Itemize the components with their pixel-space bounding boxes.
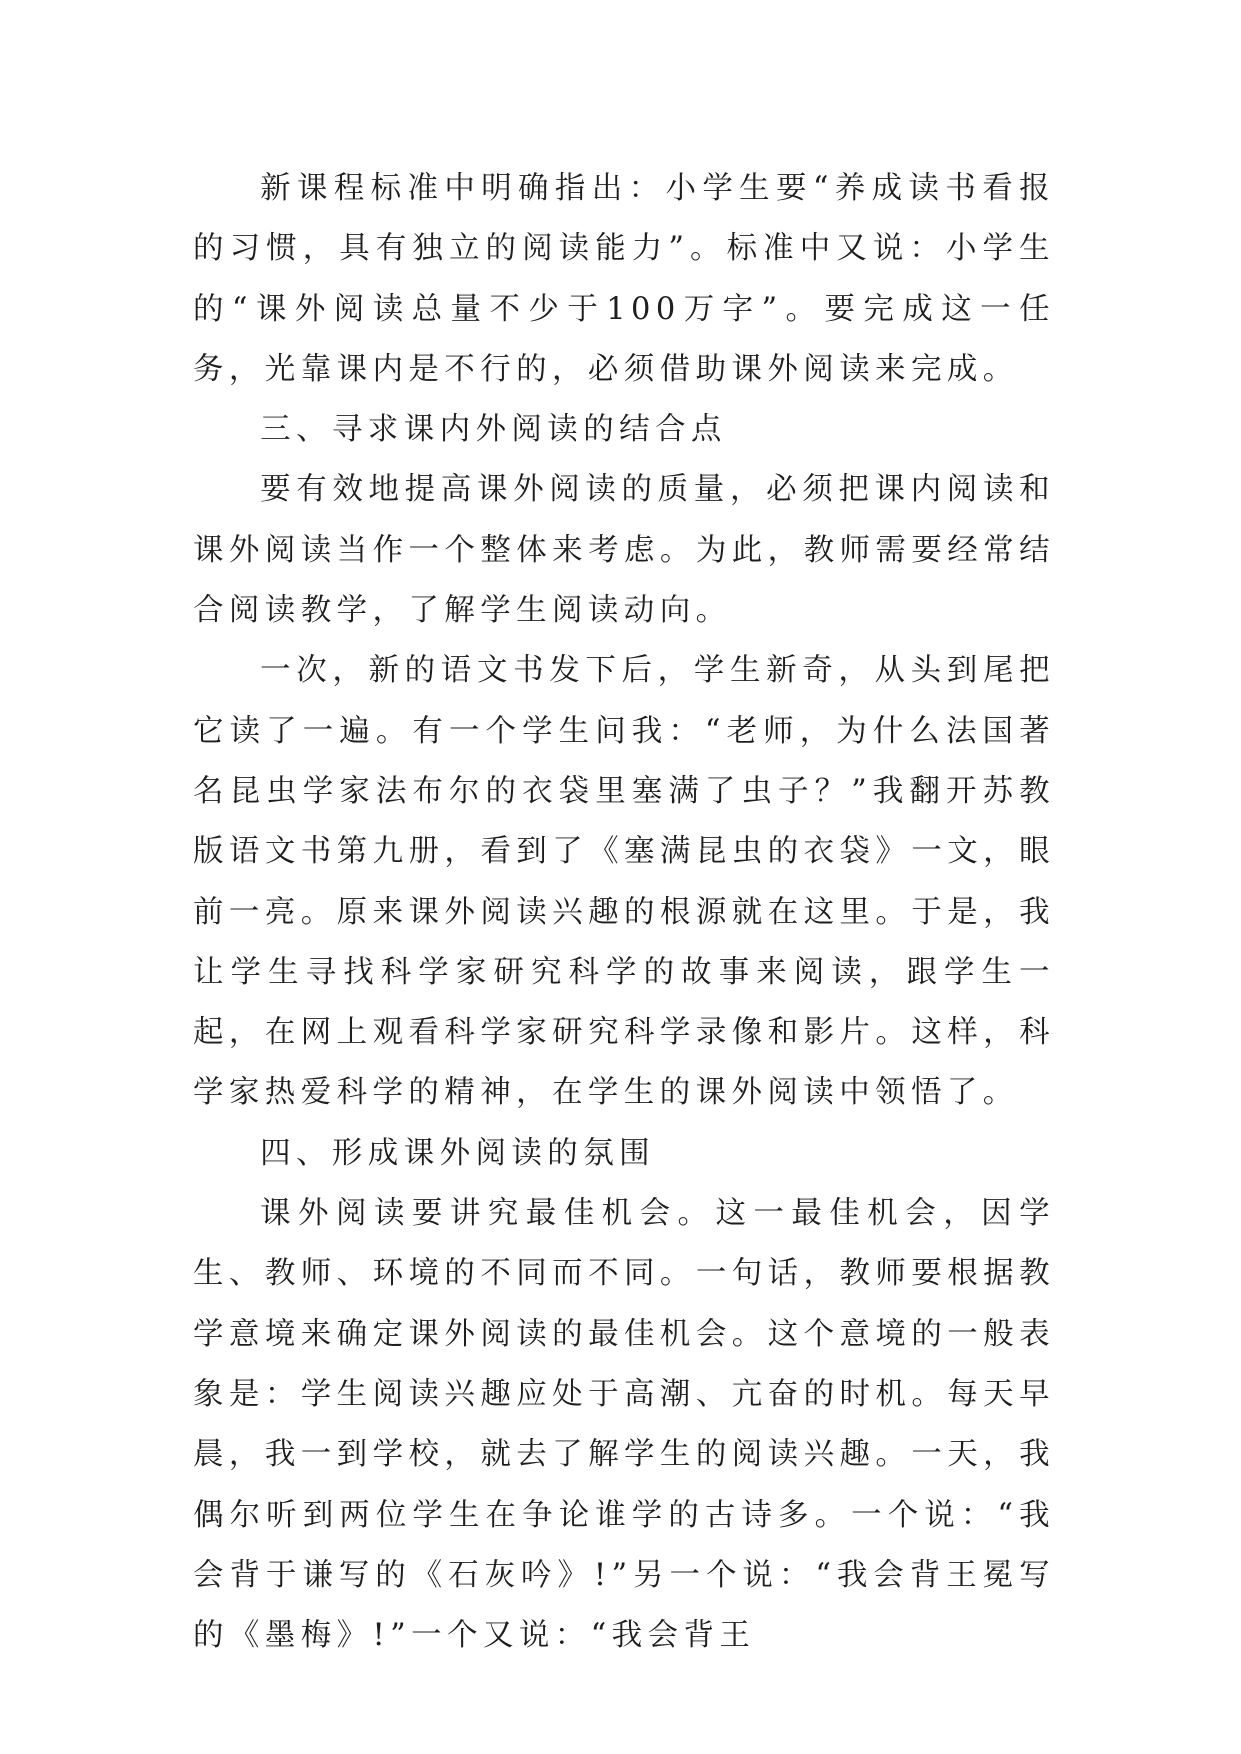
section-heading-3: 三、寻求课内外阅读的结合点 bbox=[260, 412, 727, 448]
body-text bbox=[193, 159, 1055, 1666]
paragraph-integration: 要有效地提高课外阅读的质量，必须把课内阅读和课外阅读当作一个整体来考虑。为此，教师需要经常结合阅读教学，了解学生阅读动向。 bbox=[193, 472, 1055, 629]
paragraph-standard: 新课程标准中明确指出：小学生要“养成读书看报的习惯，具有独立的阅读能力”。标准中又说：小学生的“课外阅读总量不少于100万字”。要完成这一任务，光靠课内是不行的，必须借助课外阅读来完成。 bbox=[193, 171, 1055, 387]
section-heading-4: 四、形成课外阅读的氛围 bbox=[260, 1135, 655, 1171]
paragraph-example: 一次，新的语文书发下后，学生新奇，从头到尾把它读了一遍。有一个学生问我：“老师，为什么法国著名昆虫学家法布尔的衣袋里塞满了虫子？”我翻开苏教版语文书第九册，看到了《塞满昆虫的衣袋》一文，眼前一亮。原来课外阅读兴趣的根源就在这里。于是，我让学生寻找科学家研究科学的故事来阅读，跟学生一起，在网上观看科学家研究科学录像和影片。这样，科学家热爱科学的精神，在学生的课外阅读中领悟了。 bbox=[193, 653, 1055, 1111]
paragraph-opportunity: 课外阅读要讲究最佳机会。这一最佳机会，因学生、教师、环境的不同而不同。一句话，教师要根据教学意境来确定课外阅读的最佳机会。这个意境的一般表象是：学生阅读兴趣应处于高潮、亢奋的时机。每天早晨，我一到学校，就去了解学生的阅读兴趣。一天，我偶尔听到两位学生在争论谁学的古诗多。一个说：“我会背于谦写的《石灰吟》!”另一个说：“我会背王冕写的《墨梅》!”一个又说：“我会背王 bbox=[193, 1196, 1055, 1654]
